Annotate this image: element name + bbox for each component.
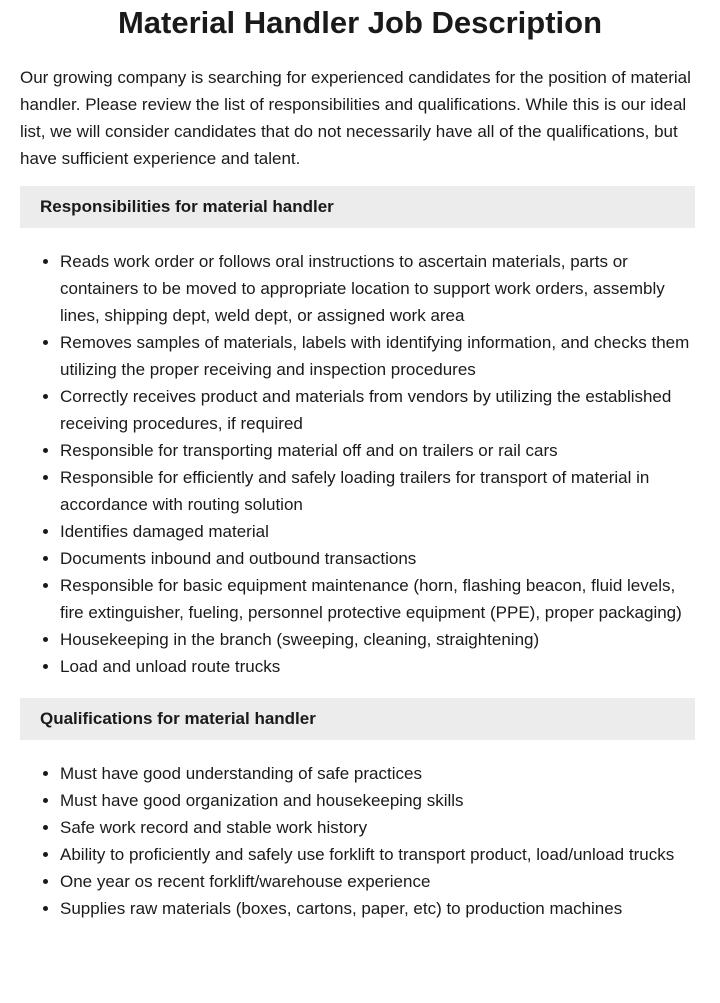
list-item: • Supplies raw materials (boxes, cartons, paper, etc) to production machines — [60, 895, 695, 922]
list-item: • Identifies damaged material — [60, 518, 695, 545]
list-item: • Must have good organization and housekeeping skills — [60, 787, 695, 814]
list-item: • Responsible for efficiently and safely loading trailers for transport of material in accordance with routing solution — [60, 464, 695, 518]
qualifications-list — [20, 760, 695, 922]
list-item: • Removes samples of materials, labels with identifying information, and checks them utilizing the proper receiving and inspection procedures — [60, 329, 695, 383]
list-item: • Responsible for transporting material off and on trailers or rail cars — [60, 437, 695, 464]
list-item: • Ability to proficiently and safely use forklift to transport product, load/unload trucks — [60, 841, 695, 868]
responsibilities-heading: Responsibilities for material handler — [20, 186, 695, 228]
list-item: • Documents inbound and outbound transactions — [60, 545, 695, 572]
responsibilities-list — [20, 248, 695, 680]
page-title: Material Handler Job Description — [117, 5, 603, 40]
list-item: • Housekeeping in the branch (sweeping, cleaning, straightening) — [60, 626, 695, 653]
list-item: • One year os recent forklift/warehouse experience — [60, 868, 695, 895]
list-item: • Reads work order or follows oral instructions to ascertain materials, parts or containers to be moved to appropriate location to support work orders, assembly lines, shipping dept, weld dept, or assigned work area — [60, 248, 695, 329]
list-item: • Must have good understanding of safe practices — [60, 760, 695, 787]
list-item: • Safe work record and stable work history — [60, 814, 695, 841]
list-item: • Responsible for basic equipment maintenance (horn, flashing beacon, fluid levels, fire extinguisher, fueling, personnel protective equipment (PPE), proper packaging) — [60, 572, 695, 626]
qualifications-heading: Qualifications for material handler — [20, 698, 695, 740]
list-item: • Correctly receives product and materials from vendors by utilizing the established receiving procedures, if required — [60, 383, 695, 437]
list-item: • Load and unload route trucks — [60, 653, 695, 680]
intro-paragraph: Our growing company is searching for experienced candidates for the position of material handler. Please review the list of responsibilities and qualifications. While this is our ideal list, we will consider candidates that do not necessarily have all of the qualifications, but have sufficient experience and talent. — [20, 68, 691, 168]
